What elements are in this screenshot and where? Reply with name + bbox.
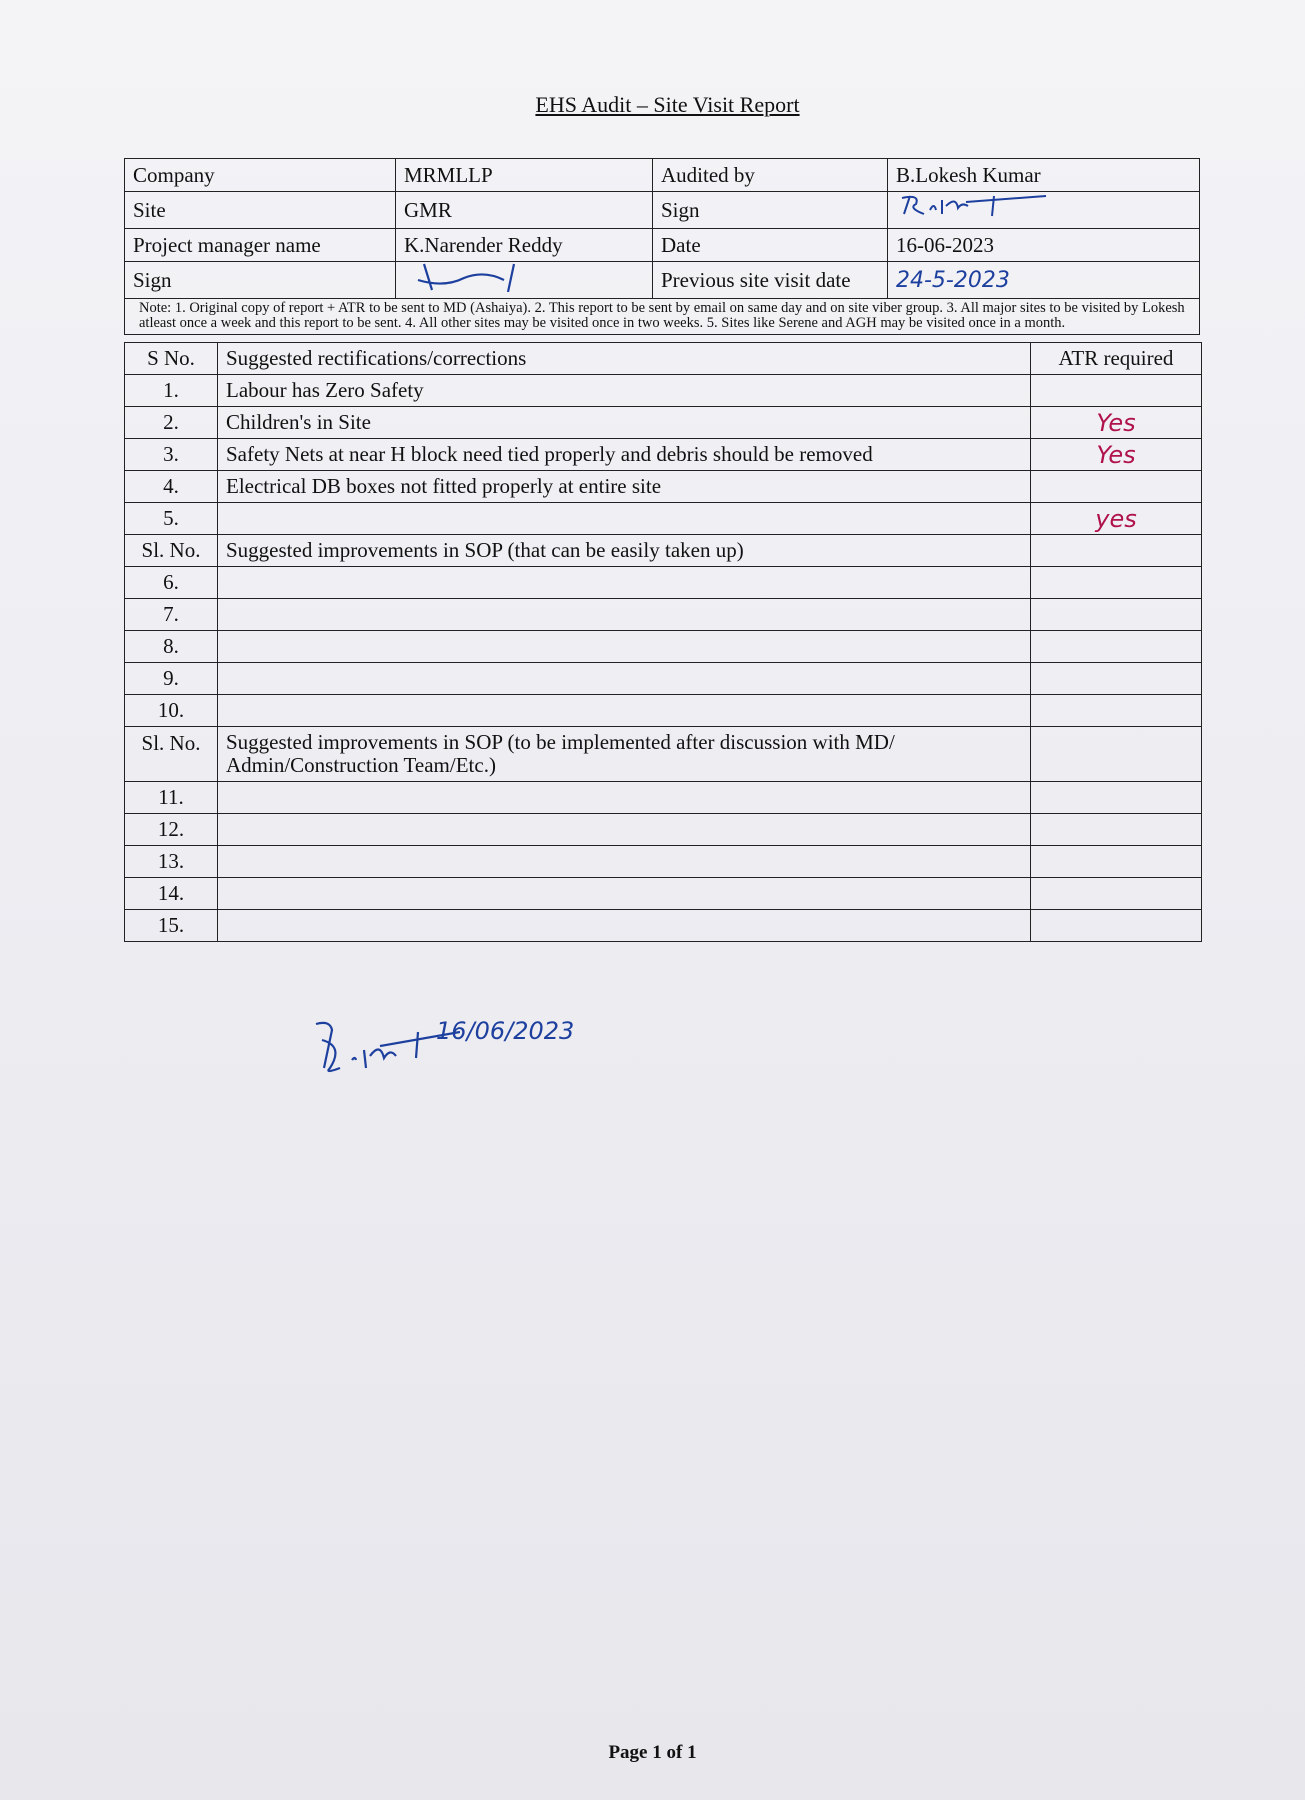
info-row (125, 229, 1200, 262)
row-text (218, 503, 1031, 535)
pm-value: K.Narender Reddy (396, 229, 653, 262)
pm-signature-image (404, 262, 554, 292)
table-row (125, 503, 1202, 535)
auditor-signature-image (896, 192, 1056, 222)
row-number: 9. (125, 663, 218, 695)
atr-cell (1031, 846, 1202, 878)
report-title: EHS Audit – Site Visit Report (535, 92, 800, 117)
atr-cell (1031, 631, 1202, 663)
row-text (218, 695, 1031, 727)
row-number: 3. (125, 439, 218, 471)
table-row (125, 631, 1202, 663)
section-title: Suggested improvements in SOP (to be implemented after discussion with MD/ Admin/Construction Team/Etc.) (218, 727, 1031, 782)
column-header-number: S No. (125, 343, 218, 375)
row-text: Safety Nets at near H block need tied properly and debris should be removed (218, 439, 1031, 471)
atr-cell (1031, 727, 1202, 782)
column-header-number: Sl. No. (125, 727, 218, 782)
row-atr (1031, 375, 1202, 407)
audited-by-label: Audited by (653, 159, 888, 192)
row-text (218, 663, 1031, 695)
row-text: Electrical DB boxes not fitted properly at entire site (218, 471, 1031, 503)
section-header-sop-easy (125, 535, 1202, 567)
table-row (125, 407, 1202, 439)
row-number: 6. (125, 567, 218, 599)
row-number: 1. (125, 375, 218, 407)
footer-current-page: 1 (652, 1742, 662, 1763)
table-row (125, 567, 1202, 599)
footer-total-pages: 1 (687, 1742, 697, 1763)
footer-of: of (666, 1742, 683, 1763)
table-row (125, 695, 1202, 727)
prev-visit-value: 24-5-2023 (888, 262, 1200, 299)
row-number: 2. (125, 407, 218, 439)
date-value: 16-06-2023 (888, 229, 1200, 262)
atr-cell (1031, 567, 1202, 599)
auditor-signature (888, 192, 1200, 229)
atr-cell (1031, 695, 1202, 727)
pm-signature (396, 262, 653, 299)
row-number: 14. (125, 878, 218, 910)
prev-visit-label: Previous site visit date (653, 262, 888, 299)
table-row (125, 375, 1202, 407)
atr-cell (1031, 663, 1202, 695)
row-atr: Yes (1031, 439, 1202, 471)
atr-cell (1031, 814, 1202, 846)
pm-label: Project manager name (125, 229, 396, 262)
row-number: 5. (125, 503, 218, 535)
section-header-sop-discussion (125, 727, 1202, 782)
table-row (125, 814, 1202, 846)
column-header-atr: ATR required (1031, 343, 1202, 375)
row-number: 7. (125, 599, 218, 631)
row-text (218, 910, 1031, 942)
instructions-note: Note: 1. Original copy of report + ATR to be sent to MD (Ashaiya). 2. This report to be sent by email on same day and on site viber group. 3. All major sites to be visited by Lokesh atleast once a week and this report to be sent. 4. All other sites may be visited once in two weeks. 5. Sites like Serene and AGH may be visited once in a month. (125, 299, 1200, 335)
row-text (218, 567, 1031, 599)
row-atr (1031, 471, 1202, 503)
section-title: Suggested rectifications/corrections (218, 343, 1031, 375)
table-row (125, 599, 1202, 631)
row-number: 8. (125, 631, 218, 663)
table-row (125, 471, 1202, 503)
atr-cell (1031, 535, 1202, 567)
row-text (218, 599, 1031, 631)
atr-cell (1031, 878, 1202, 910)
info-row (125, 159, 1200, 192)
table-row (125, 439, 1202, 471)
footer-page-prefix: Page (608, 1742, 648, 1763)
row-text (218, 631, 1031, 663)
info-row (125, 192, 1200, 229)
row-text: Labour has Zero Safety (218, 375, 1031, 407)
table-row (125, 663, 1202, 695)
table-row (125, 782, 1202, 814)
company-label: Company (125, 159, 396, 192)
audit-table (124, 342, 1202, 942)
bottom-signature-block (310, 1010, 602, 1080)
site-label: Site (125, 192, 396, 229)
row-atr: yes (1031, 503, 1202, 535)
atr-cell (1031, 910, 1202, 942)
row-number: 11. (125, 782, 218, 814)
row-text (218, 878, 1031, 910)
row-text (218, 814, 1031, 846)
row-number: 10. (125, 695, 218, 727)
bottom-signature-date: 16/06/2023 (436, 1016, 575, 1045)
table-row (125, 878, 1202, 910)
table-row (125, 846, 1202, 878)
table-row (125, 910, 1202, 942)
row-text (218, 846, 1031, 878)
section-header-rectifications (125, 343, 1202, 375)
atr-cell (1031, 599, 1202, 631)
column-header-number: Sl. No. (125, 535, 218, 567)
company-value: MRMLLP (396, 159, 653, 192)
section-title: Suggested improvements in SOP (that can be easily taken up) (218, 535, 1031, 567)
audited-by-value: B.Lokesh Kumar (888, 159, 1200, 192)
pm-sign-label: Sign (125, 262, 396, 299)
row-text: Children's in Site (218, 407, 1031, 439)
site-value: GMR (396, 192, 653, 229)
sign-label: Sign (653, 192, 888, 229)
info-row (125, 262, 1200, 299)
atr-cell (1031, 782, 1202, 814)
info-table (124, 158, 1200, 335)
date-label: Date (653, 229, 888, 262)
note-row (125, 299, 1200, 335)
row-number: 4. (125, 471, 218, 503)
page-footer (0, 1742, 1305, 1764)
row-number: 15. (125, 910, 218, 942)
row-atr: Yes (1031, 407, 1202, 439)
row-number: 12. (125, 814, 218, 846)
row-number: 13. (125, 846, 218, 878)
row-text (218, 782, 1031, 814)
